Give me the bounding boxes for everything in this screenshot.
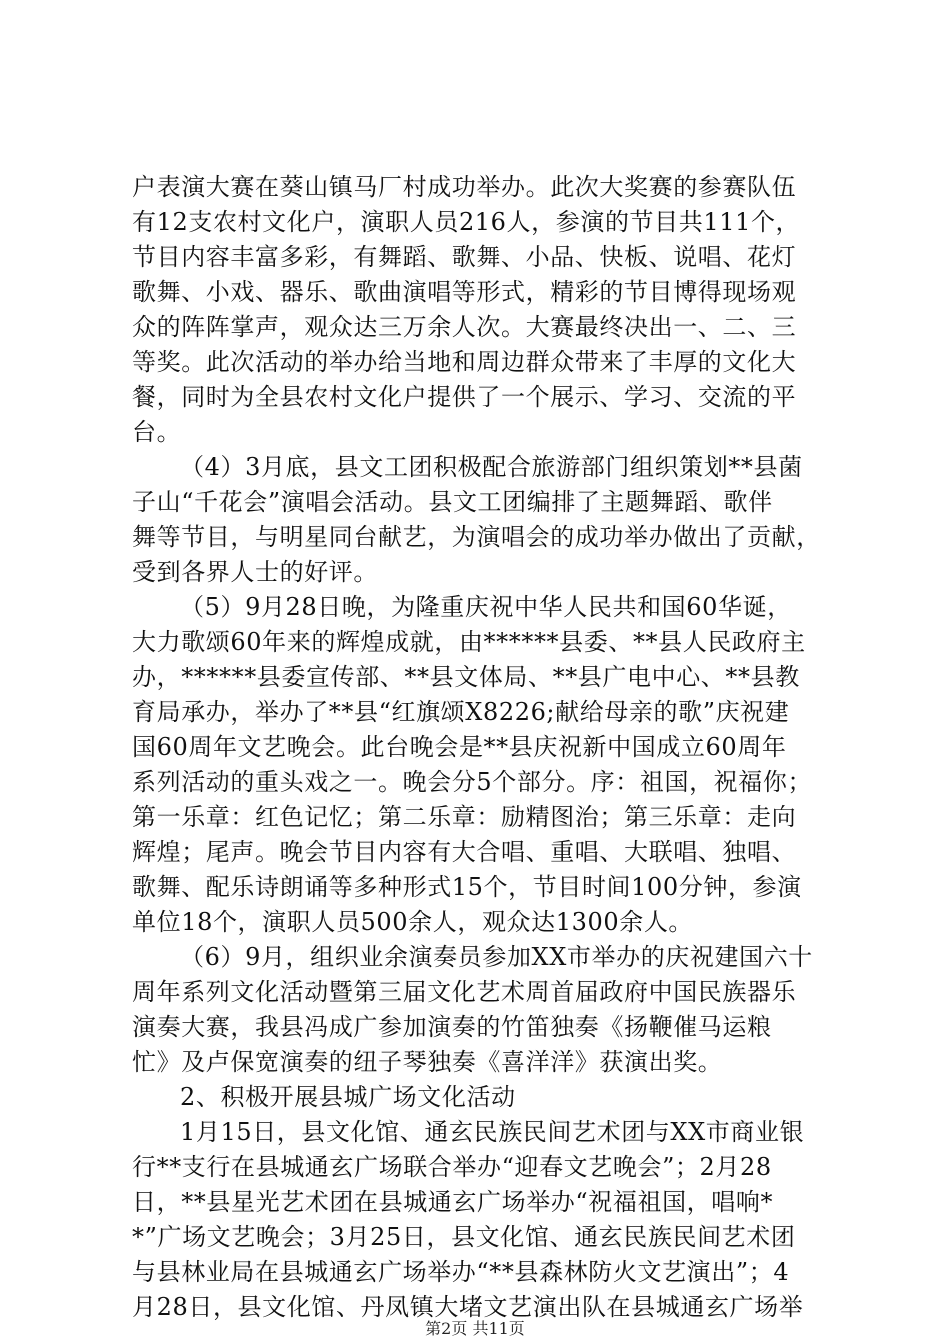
- body-text-line: 餐，同时为全县农村文化户提供了一个展示、学习、交流的平: [132, 383, 797, 411]
- body-text-line: 子山“千花会”演唱会活动。县文工团编排了主题舞蹈、歌伴: [132, 488, 773, 516]
- body-text-line: 台。: [132, 418, 182, 446]
- body-text-line: 众的阵阵掌声，观众达三万余人次。大赛最终决出一、二、三: [132, 313, 797, 341]
- body-text-line: 日，**县星光艺术团在县城通玄广场举办“祝福祖国，唱响*: [132, 1188, 774, 1216]
- body-text-line: 有12支农村文化户，演职人员216人，参演的节目共111个，: [132, 208, 801, 236]
- body-text-line: 舞等节目，与明星同台献艺，为演唱会的成功举办做出了贡献，: [132, 523, 821, 551]
- body-text-line: 受到各界人士的好评。: [132, 558, 378, 586]
- body-text-line: 国60周年文艺晚会。此台晚会是**县庆祝新中国成立60周年: [132, 733, 787, 761]
- section-heading: 2、积极开展县城广场文化活动: [180, 1083, 516, 1111]
- body-text-line: 与县林业局在县城通玄广场举办“**县森林防火文艺演出”；4: [132, 1258, 790, 1286]
- paragraph-first-line: （5）9月28日晚，为隆重庆祝中华人民共和国60华诞，: [180, 593, 792, 621]
- body-text-line: 户表演大赛在葵山镇马厂村成功举办。此次大奖赛的参赛队伍: [132, 173, 797, 201]
- body-text-line: 演奏大赛，我县冯成广参加演奏的竹笛独奏《扬鞭催马运粮: [132, 1013, 772, 1041]
- body-text-line: 行**支行在县城通玄广场联合举办“迎春文艺晚会”；2月28: [132, 1153, 772, 1181]
- paragraph-first-line: （4）3月底，县文工团积极配合旅游部门组织策划**县菌: [180, 453, 803, 481]
- body-text-line: *”广场文艺晚会；3月25日，县文化馆、通玄民族民间艺术团: [132, 1223, 796, 1251]
- body-text-line: 单位18个，演职人员500余人，观众达1300余人。: [132, 908, 694, 936]
- body-text-line: 大力歌颂60年来的辉煌成就，由******县委、**县人民政府主: [132, 628, 806, 656]
- body-text-line: 歌舞、小戏、器乐、歌曲演唱等形式，精彩的节目博得现场观: [132, 278, 797, 306]
- body-text-line: 歌舞、配乐诗朗诵等多种形式15个，节目时间100分钟，参演: [132, 873, 802, 901]
- paragraph-first-line: 1月15日，县文化馆、通玄民族民间艺术团与XX市商业银: [180, 1118, 805, 1146]
- paragraph-first-line: （6）9月，组织业余演奏员参加XX市举办的庆祝建国六十: [180, 943, 813, 971]
- body-text-line: 周年系列文化活动暨第三届文化艺术周首届政府中国民族器乐: [132, 978, 797, 1006]
- body-text-line: 忙》及卢保宽演奏的纽子琴独奏《喜洋洋》获演出奖。: [132, 1048, 723, 1076]
- body-text-line: 系列活动的重头戏之一。晚会分5个部分。序：祖国，祝福你；: [132, 768, 813, 796]
- body-text-line: 育局承办，举办了**县“红旗颂X8226;献给母亲的歌”庆祝建: [132, 698, 790, 726]
- body-text-line: 第一乐章：红色记忆；第二乐章：励精图治；第三乐章：走向: [132, 803, 797, 831]
- page-footer: 第2页 共11页: [425, 1319, 525, 1338]
- body-text-line: 辉煌；尾声。晚会节目内容有大合唱、重唱、大联唱、独唱、: [132, 838, 797, 866]
- body-text-line: 节目内容丰富多彩，有舞蹈、歌舞、小品、快板、说唱、花灯: [132, 243, 797, 271]
- body-text-line: 等奖。此次活动的举办给当地和周边群众带来了丰厚的文化大: [132, 348, 797, 376]
- body-text-line: 办，******县委宣传部、**县文体局、**县广电中心、**县教: [132, 663, 800, 691]
- body-text-line: 月28日，县文化馆、丹凤镇大堵文艺演出队在县城通玄广场举: [132, 1293, 804, 1321]
